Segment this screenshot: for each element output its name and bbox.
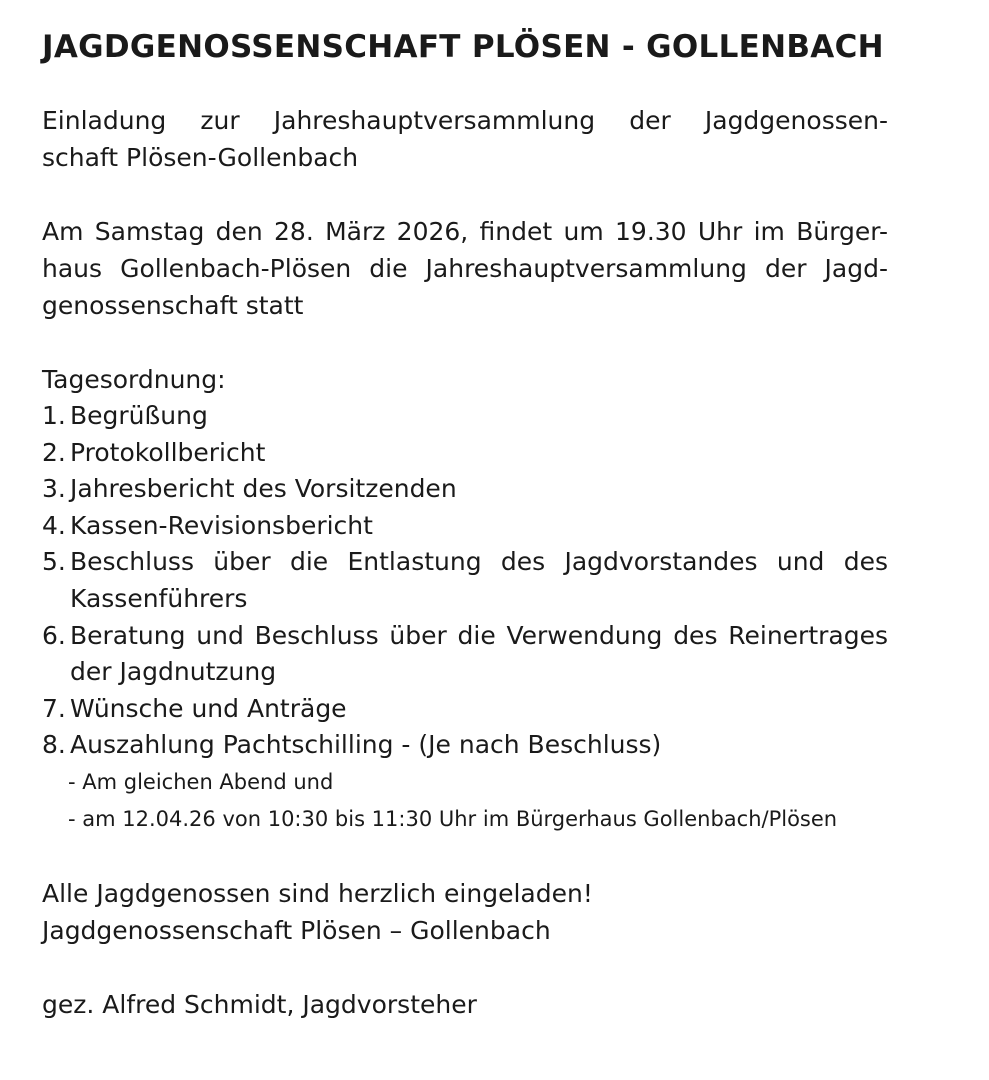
invitation-line: Einladung zur Jahreshauptversammlung der Jagdgenossen- bbox=[42, 106, 888, 135]
page-title: JAGDGENOSSENSCHAFT PLÖSEN - GOLLENBACH bbox=[42, 29, 884, 65]
agenda-list bbox=[42, 398, 888, 764]
announcement-line: Am Samstag den 28. März 2026, findet um 19.30 Uhr im Bürger- bbox=[42, 217, 888, 246]
agenda-item-text: Jahresbericht des Vorsitzenden bbox=[70, 474, 457, 504]
agenda-item-number: 8. bbox=[42, 730, 66, 760]
announcement-page bbox=[42, 28, 888, 1023]
agenda-section bbox=[42, 361, 888, 838]
invitation-paragraph bbox=[42, 102, 888, 176]
agenda-item-number: 3. bbox=[42, 474, 66, 504]
agenda-item-text: Begrüßung bbox=[70, 401, 208, 430]
agenda-sub-item: - am 12.04.26 von 10:30 bis 11:30 Uhr im Bürgerhaus Gollenbach/Plösen bbox=[68, 806, 838, 831]
agenda-item-text: Auszahlung Pachtschilling - (Je nach Beschluss) bbox=[70, 730, 662, 760]
agenda-item-text: Wünsche und Anträge bbox=[70, 693, 347, 723]
closing-line: Alle Jagdgenossen sind herzlich eingeladen! bbox=[42, 878, 593, 908]
announcement-line: haus Gollenbach-Plösen die Jahreshauptversammlung der Jagd- bbox=[42, 254, 888, 283]
agenda-item-text: Beschluss über die Entlastung des Jagdvorstandes und des Kassenführers bbox=[70, 547, 888, 613]
agenda-item bbox=[42, 544, 888, 617]
agenda-item bbox=[42, 435, 888, 472]
agenda-item bbox=[42, 691, 888, 728]
agenda-heading: Tagesordnung: bbox=[42, 365, 226, 394]
agenda-item bbox=[42, 471, 888, 508]
agenda-item bbox=[42, 398, 888, 435]
agenda-item bbox=[42, 508, 888, 545]
agenda-item-number: 4. bbox=[42, 510, 66, 540]
closing-paragraph bbox=[42, 875, 888, 949]
closing-line: Jagdgenossenschaft Plösen – Gollenbach bbox=[42, 915, 551, 945]
agenda-item-number: 2. bbox=[42, 437, 66, 467]
agenda-item-number: 1. bbox=[42, 401, 66, 430]
agenda-item-number: 5. bbox=[42, 547, 66, 577]
agenda-item-number: 6. bbox=[42, 620, 66, 650]
agenda-item-text: Kassen-Revisionsbericht bbox=[70, 510, 373, 540]
agenda-item-text: Beratung und Beschluss über die Verwendung des Reinertrages der Jagdnutzung bbox=[70, 620, 888, 687]
announcement-paragraph bbox=[42, 213, 888, 324]
signature: gez. Alfred Schmidt, Jagdvorsteher bbox=[42, 989, 477, 1019]
agenda-item bbox=[42, 618, 888, 691]
agenda-sub-item: - Am gleichen Abend und bbox=[68, 769, 334, 794]
invitation-line: schaft Plösen-Gollenbach bbox=[42, 143, 359, 172]
announcement-line: genossenschaft statt bbox=[42, 291, 304, 320]
agenda-item-text: Protokollbericht bbox=[70, 437, 266, 467]
agenda-item-number: 7. bbox=[42, 693, 66, 723]
agenda-item bbox=[42, 727, 888, 764]
